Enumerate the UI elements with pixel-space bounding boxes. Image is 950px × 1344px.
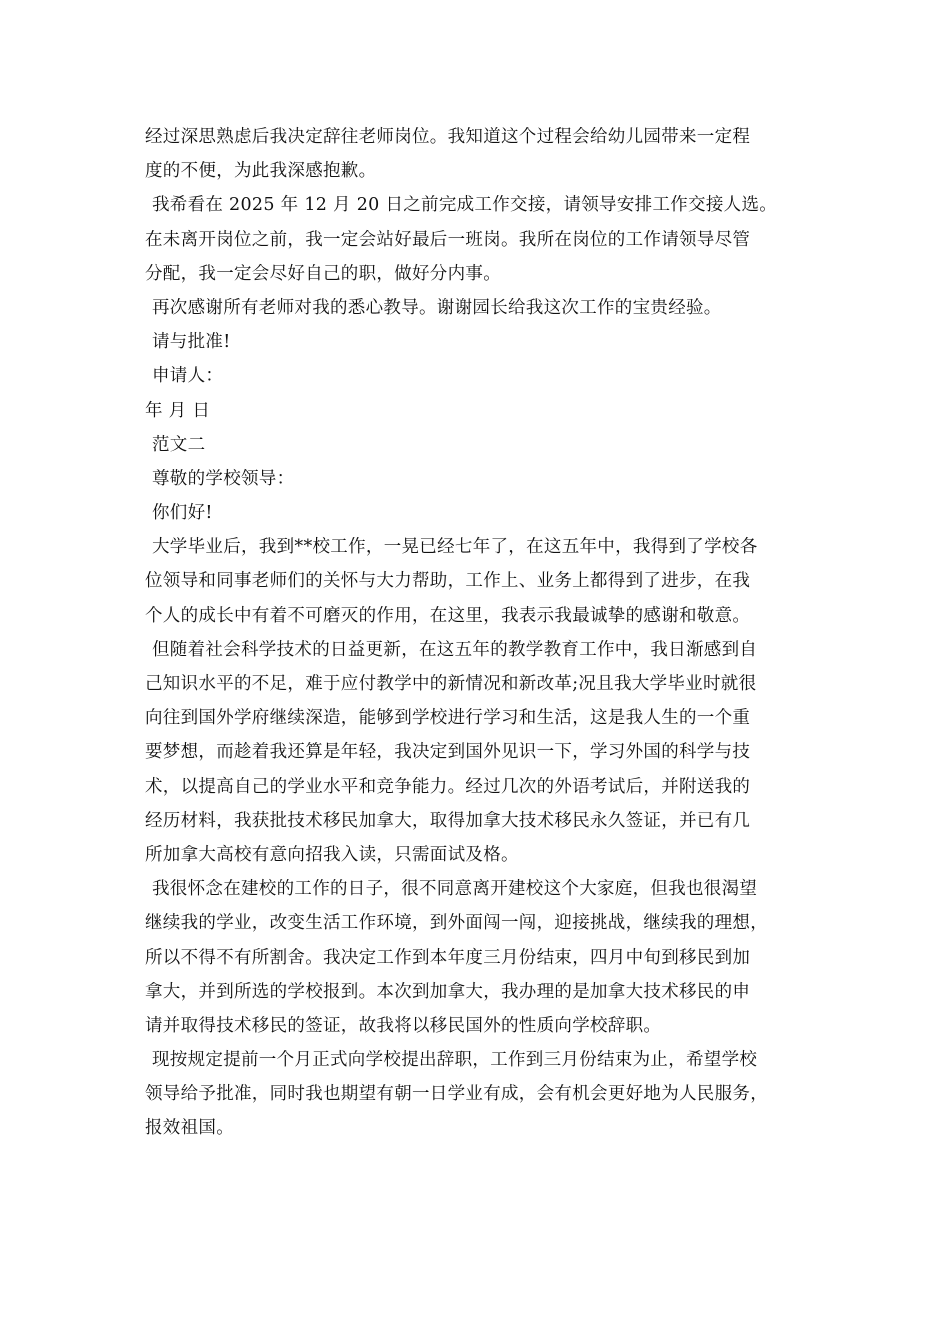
text-line: 请与批准! (152, 332, 231, 353)
text-line: 己知识水平的不足，难于应付教学中的新情况和新改革;况且我大学毕业时就很 (145, 674, 757, 694)
text-line: 向往到国外学府继续深造，能够到学校进行学习和生活，这是我人生的一个重 (145, 708, 751, 729)
text-line: 拿大，并到所选的学校报到。本次到加拿大，我办理的是加拿大技术移民的申 (145, 981, 751, 1002)
text-line: 尊敬的学校领导： (152, 468, 295, 489)
text-line: 我很怀念在建校的工作的日子，很不同意离开建校这个大家庭，但我也很渴望 (152, 879, 758, 900)
text-line: 分配，我一定会尽好自己的职，做好分内事。 (145, 263, 501, 284)
text-line: 请并取得技术移民的签证，故我将以移民国外的性质向学校辞职。 (145, 1015, 662, 1036)
text-line: 现按规定提前一个月正式向学校提出辞职，工作到三月份结束为止，希望学校 (152, 1050, 758, 1071)
text-line: 你们好! (152, 503, 213, 524)
text-line: 但随着社会科学技术的日益更新，在这五年的教学教育工作中，我日渐感到自 (152, 639, 758, 660)
text-line: 位领导和同事老师们的关怀与大力帮助，工作上、业务上都得到了进步，在我 (145, 571, 751, 592)
text-line: 经过深思熟虑后我决定辞往老师岗位。我知道这个过程会给幼儿园带来一定程 (145, 127, 751, 147)
text-line: 报效祖国。 (145, 1118, 234, 1139)
text-line: 我希看在 2025 年 12 月 20 日之前完成工作交接，请领导安排工作交接人选。 (152, 195, 778, 216)
text-line: 所加拿大高校有意向招我入读，只需面试及格。 (145, 844, 519, 865)
text-line: 大学毕业后，我到**校工作，一晃已经七年了，在这五年中，我得到了学校各 (152, 537, 758, 558)
text-line: 经历材料，我获批技术移民加拿大，取得加拿大技术移民永久签证，并已有几 (145, 810, 751, 831)
text-line: 年 月 日 (145, 400, 211, 421)
text-line: 术，以提高自己的学业水平和竞争能力。经过几次的外语考试后，并附送我的 (145, 776, 751, 797)
text-line: 要梦想，而趁着我还算是年轻，我决定到国外见识一下，学习外国的科学与技 (145, 742, 751, 763)
text-line: 再次感谢所有老师对我的悉心教导。谢谢园长给我这次工作的宝贵经验。 (152, 297, 722, 318)
text-line: 所以不得不有所割舍。我决定工作到本年度三月份结束，四月中旬到移民到加 (145, 947, 751, 968)
text-line: 继续我的学业，改变生活工作环境，到外面闯一闯，迎接挑战，继续我的理想， (145, 913, 768, 934)
text-line: 领导给予批准，同时我也期望有朝一日学业有成，会有机会更好地为人民服务， (145, 1084, 768, 1105)
document-body (145, 120, 810, 1146)
text-line: 在未离开岗位之前，我一定会站好最后一班岗。我所在岗位的工作请领导尽管 (145, 229, 751, 250)
text-line: 申请人： (152, 366, 224, 387)
text-line: 范文二 (152, 434, 206, 455)
text-line: 度的不便，为此我深感抱歉。 (145, 161, 377, 182)
text-line: 个人的成长中有着不可磨灭的作用，在这里，我表示我最诚挚的感谢和敬意。 (145, 605, 751, 626)
